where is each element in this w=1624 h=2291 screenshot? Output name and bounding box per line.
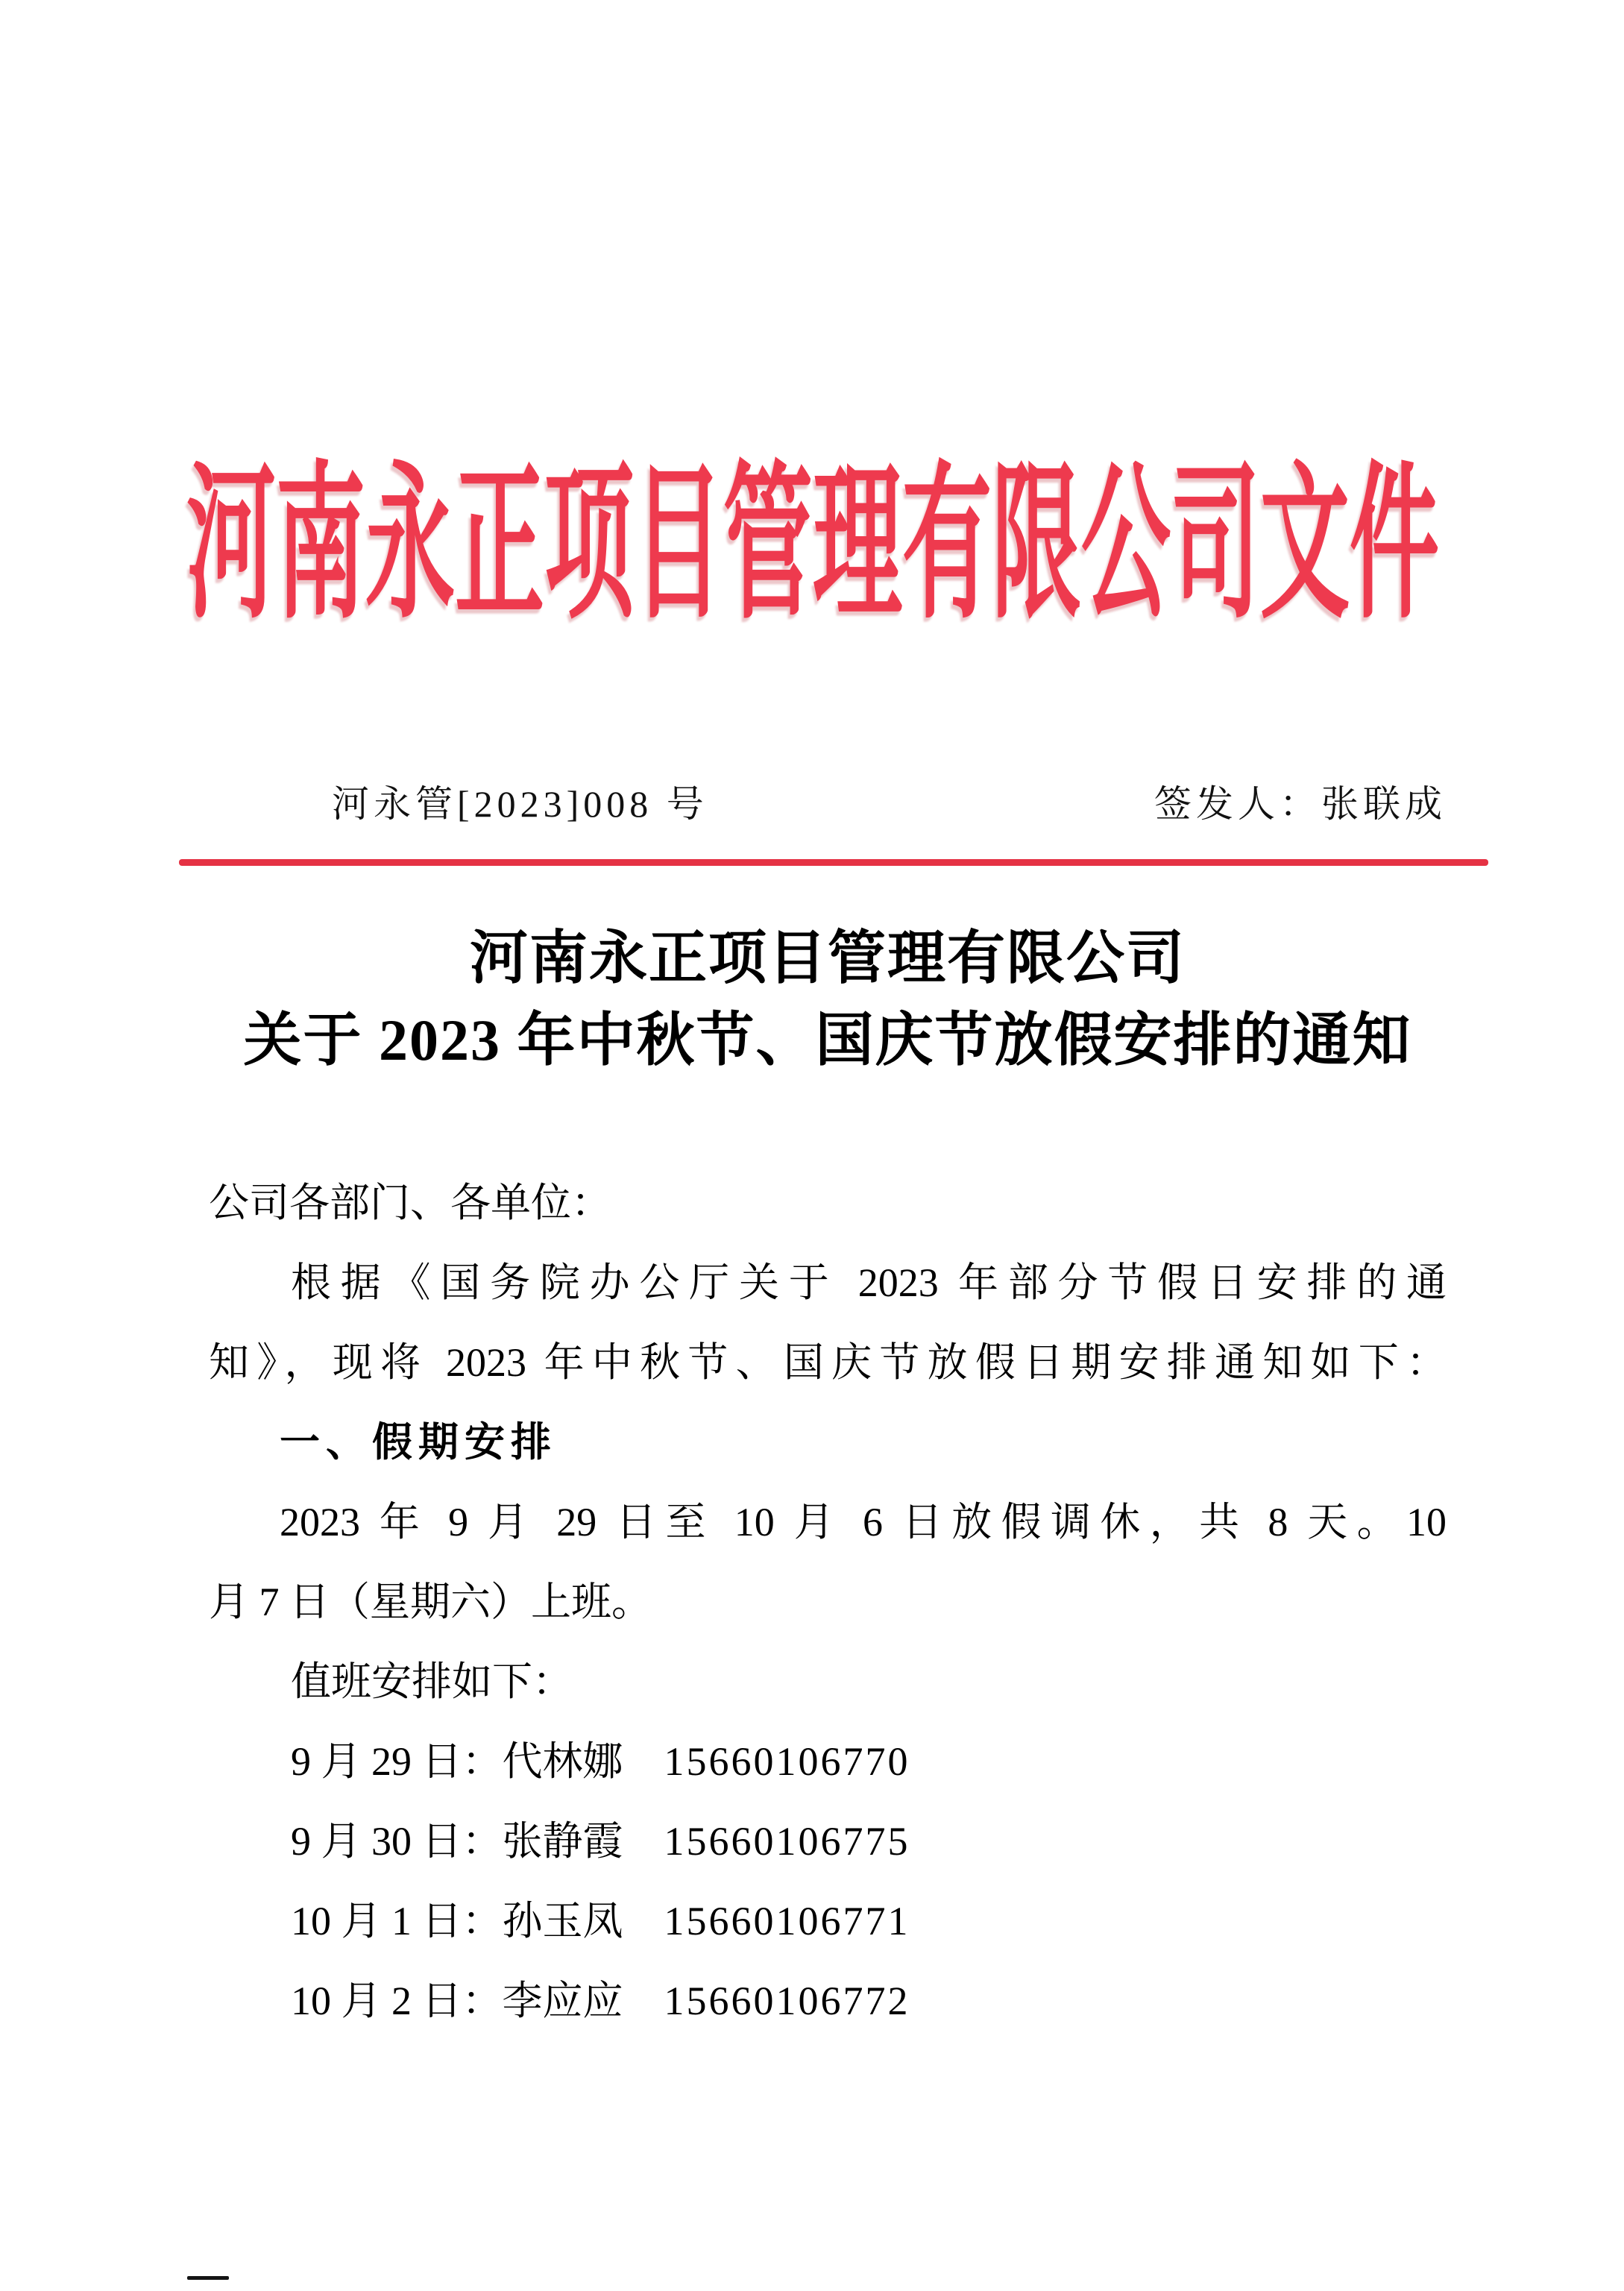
paragraph1-line1: 根据《国务院办公厅关于 2023 年部分节假日安排的通 [291,1260,1447,1305]
duty-roster-row [209,1722,1447,1802]
doc-number: 河永管[2023]008 号 [332,783,708,825]
red-divider-line [179,859,1488,866]
scan-artifact-dash [187,2276,229,2280]
duty-phone: 15660106771 [664,1899,910,1943]
doc-header-row [209,782,1447,826]
doc-title-line1: 河南永正项目管理有限公司 [469,925,1186,990]
salutation: 公司各部门、各单位： [209,1181,611,1225]
doc-title [209,917,1447,1081]
section1-heading: 一、假期安排 [280,1420,557,1465]
signer-label: 签发人：张联成 [1154,783,1447,825]
duty-date: 9 月 30 日： [291,1819,503,1864]
duty-name: 张静霞 [502,1819,623,1864]
duty-roster-row [209,1882,1447,1961]
duty-phone: 15660106775 [664,1819,910,1864]
duty-name: 李应应 [502,1979,623,2023]
duty-roster-row [209,1961,1447,2041]
doc-body [209,1163,1447,2041]
letterhead-banner-text: 河南永正项目管理有限公司文件 [186,451,1439,638]
duty-intro: 值班安排如下： [291,1659,573,1704]
duty-name: 孙玉凤 [502,1899,623,1943]
duty-date: 9 月 29 日： [291,1739,503,1784]
letterhead-banner [179,451,1447,638]
duty-date: 10 月 1 日： [291,1899,503,1943]
paragraph2-line2: 月 7 日（星期六）上班。 [209,1580,652,1624]
paragraph1-line2: 知》，现将 2023 年中秋节、国庆节放假日期安排通知如下： [209,1340,1447,1385]
paragraph2-line1: 2023 年 9 月 29 日至 10 月 6 日放假调休，共 8 天。10 [280,1500,1447,1544]
duty-phone: 15660106772 [664,1979,910,2023]
duty-roster-row [209,1802,1447,1882]
doc-title-line2: 关于 2023 年中秋节、国庆节放假安排的通知 [243,1008,1412,1072]
duty-name: 代林娜 [502,1739,623,1784]
duty-date: 10 月 2 日： [291,1979,503,2023]
duty-phone: 15660106770 [664,1739,910,1784]
